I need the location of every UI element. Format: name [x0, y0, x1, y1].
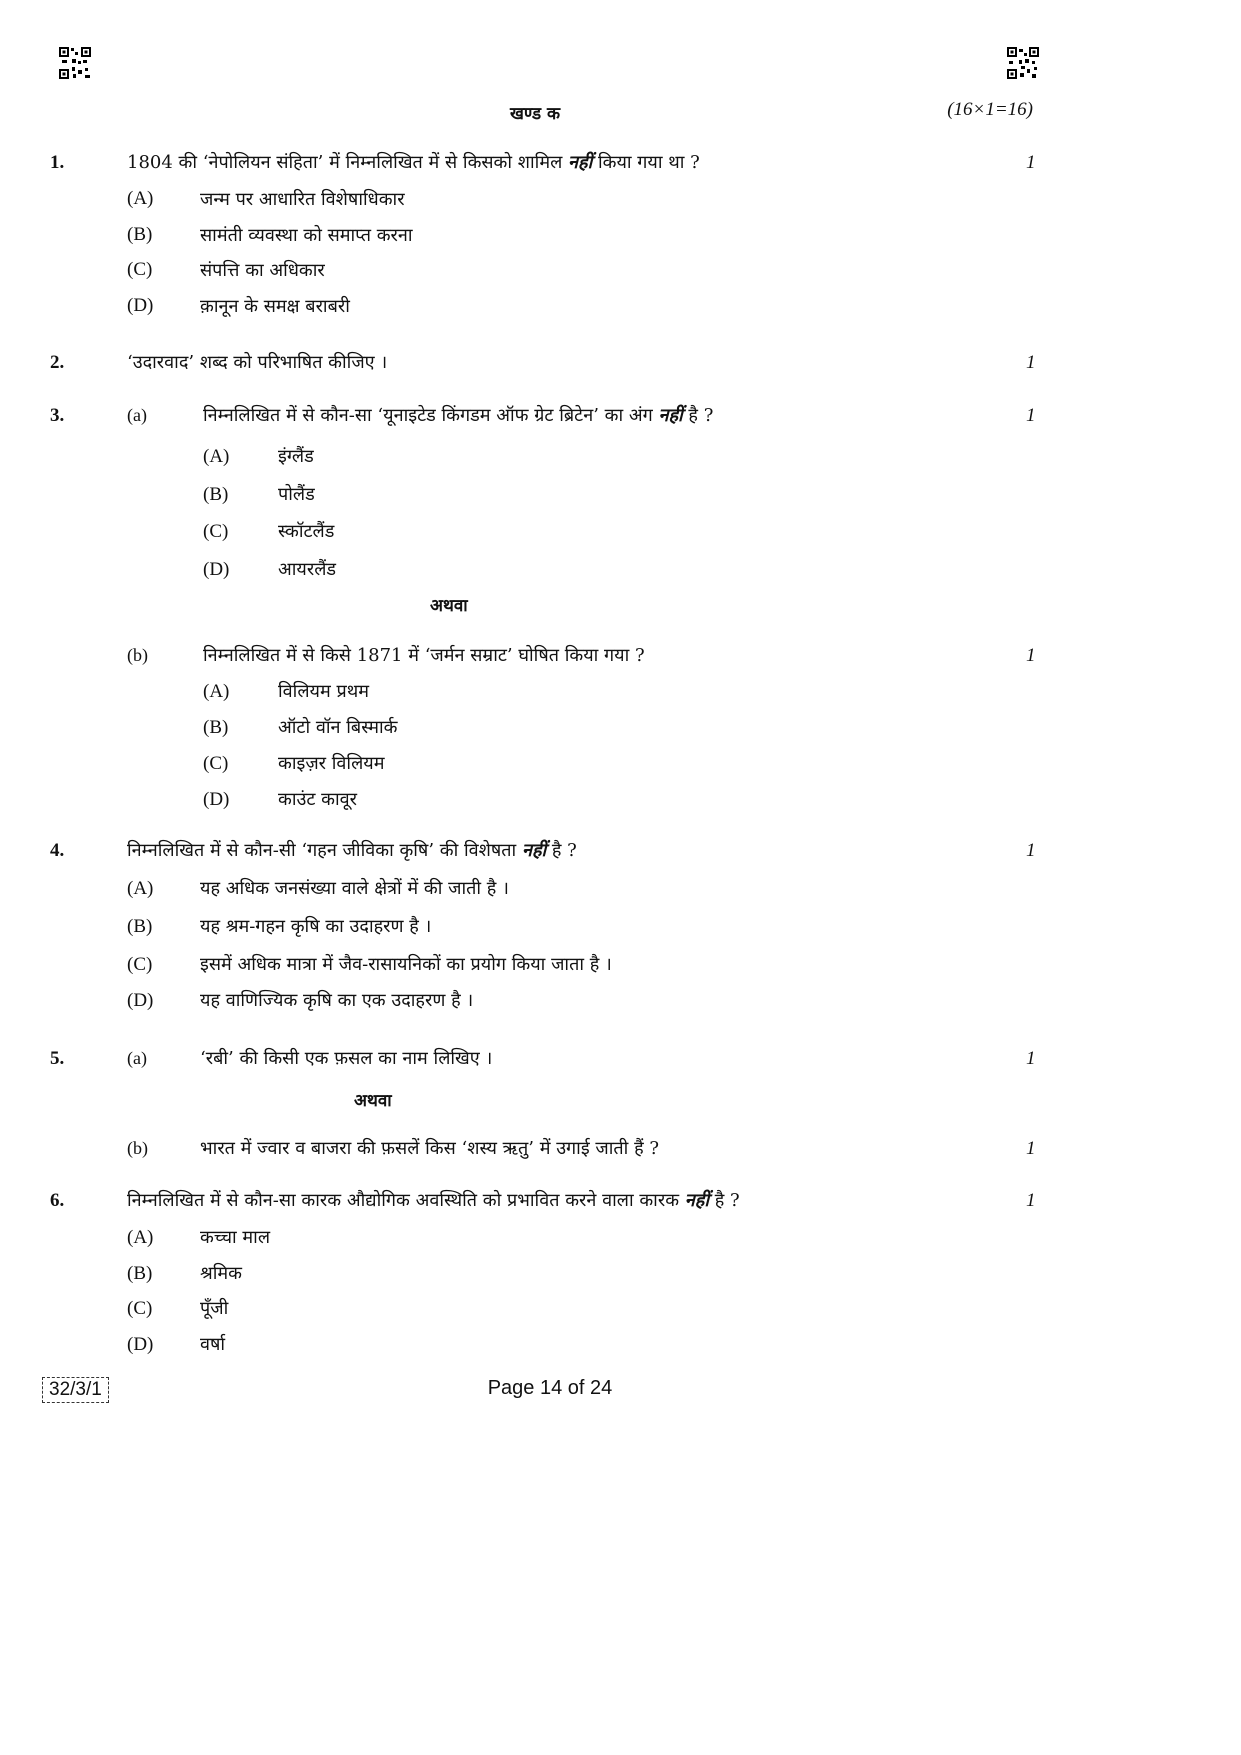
question-marks: 1: [1026, 405, 1036, 426]
qr-code-right-icon: [1006, 46, 1040, 80]
part-label: (a): [127, 1048, 147, 1068]
emphasis-text: नहीं: [521, 840, 547, 861]
option-label: (C): [127, 1298, 153, 1319]
option-label: (D): [127, 1334, 154, 1355]
option-text: इंग्लैंड: [278, 446, 314, 467]
question-number: 6.: [50, 1190, 65, 1211]
question-number: 3.: [50, 405, 65, 426]
option-text: यह श्रम-गहन कृषि का उदाहरण है ।: [200, 916, 432, 937]
option-label: (B): [203, 717, 229, 738]
option-label: (D): [127, 990, 154, 1011]
part-label: (a): [127, 405, 147, 425]
question-text: ‘रबी’ की किसी एक फ़सल का नाम लिखिए ।: [200, 1048, 493, 1069]
option-text: पोलैंड: [278, 484, 315, 505]
option-label: (D): [203, 789, 230, 810]
option-label: (A): [127, 188, 154, 209]
or-separator: अथवा: [430, 596, 468, 616]
option-text: यह वाणिज्यिक कृषि का एक उदाहरण है ।: [200, 990, 474, 1011]
paper-code: 32/3/1: [42, 1377, 109, 1403]
question-marks: 1: [1026, 645, 1036, 666]
question-number: 4.: [50, 840, 65, 861]
option-text: वर्षा: [200, 1334, 226, 1355]
emphasis-text: नहीं: [658, 405, 683, 426]
option-label: (A): [203, 681, 230, 702]
option-label: (B): [127, 224, 153, 245]
option-text: पूँजी: [200, 1298, 229, 1319]
option-label: (A): [127, 878, 154, 899]
question-text: निम्नलिखित में से कौन-सी ‘गहन जीविका कृषि’ की विशेषता नहीं है ?: [127, 840, 577, 861]
or-separator: अथवा: [354, 1091, 392, 1111]
question-number: 1.: [50, 152, 65, 173]
option-text: यह अधिक जनसंख्या वाले क्षेत्रों में की जाती है ।: [200, 878, 509, 899]
option-label: (A): [203, 446, 230, 467]
option-text: जन्म पर आधारित विशेषाधिकार: [200, 189, 405, 210]
question-text: निम्नलिखित में से किसे 1871 में ‘जर्मन सम्राट’ घोषित किया गया ?: [203, 645, 645, 666]
question-marks: 1: [1026, 152, 1036, 173]
question-marks: 1: [1026, 1048, 1036, 1069]
option-label: (C): [127, 954, 153, 975]
option-label: (C): [203, 753, 229, 774]
option-label: (C): [127, 259, 153, 280]
option-label: (B): [127, 916, 153, 937]
question-marks: 1: [1026, 1138, 1036, 1159]
part-label: (b): [127, 645, 148, 665]
option-text: संपत्ति का अधिकार: [200, 260, 325, 281]
option-text: काइज़र विलियम: [278, 753, 385, 774]
option-label: (C): [203, 521, 229, 542]
qr-code-left-icon: [58, 46, 92, 80]
question-text: निम्नलिखित में से कौन-सा ‘यूनाइटेड किंगडम ऑफ ग्रेट ब्रिटेन’ का अंग नहीं है ?: [203, 405, 714, 426]
question-text: ‘उदारवाद’ शब्द को परिभाषित कीजिए ।: [127, 352, 388, 373]
option-text: कच्चा माल: [200, 1227, 271, 1248]
section-marks: (16×1=16): [947, 99, 1033, 120]
option-text: ऑटो वॉन बिस्मार्क: [278, 717, 398, 738]
option-text: सामंती व्यवस्था को समाप्त करना: [200, 225, 413, 246]
option-label: (B): [127, 1263, 153, 1284]
part-label: (b): [127, 1138, 148, 1158]
option-label: (D): [203, 559, 230, 580]
option-label: (D): [127, 295, 154, 316]
question-number: 2.: [50, 352, 65, 373]
question-marks: 1: [1026, 352, 1036, 373]
question-marks: 1: [1026, 1190, 1036, 1211]
question-marks: 1: [1026, 840, 1036, 861]
question-text: भारत में ज्वार व बाजरा की फ़सलें किस ‘शस्य ऋतु’ में उगाई जाती हैं ?: [200, 1138, 659, 1159]
option-text: इसमें अधिक मात्रा में जैव-रासायनिकों का प्रयोग किया जाता है ।: [200, 954, 612, 975]
section-title: खण्ड क: [509, 104, 561, 124]
option-text: विलियम प्रथम: [278, 681, 369, 702]
option-text: क़ानून के समक्ष बराबरी: [200, 296, 350, 317]
option-text: श्रमिक: [200, 1263, 242, 1284]
question-text: 1804 की ‘नेपोलियन संहिता’ में निम्नलिखित में से किसको शामिल नहीं किया गया था ?: [127, 152, 700, 173]
option-label: (B): [203, 484, 229, 505]
page-number: Page 14 of 24: [487, 1377, 613, 1399]
emphasis-text: नहीं: [568, 152, 593, 173]
emphasis-text: नहीं: [684, 1190, 709, 1211]
option-text: आयरलैंड: [278, 559, 337, 580]
question-number: 5.: [50, 1048, 65, 1069]
option-text: स्कॉटलैंड: [278, 521, 335, 542]
question-text: निम्नलिखित में से कौन-सा कारक औद्योगिक अवस्थिति को प्रभावित करने वाला कारक नहीं है ?: [127, 1190, 740, 1211]
option-text: काउंट कावूर: [278, 789, 357, 810]
option-label: (A): [127, 1227, 154, 1248]
